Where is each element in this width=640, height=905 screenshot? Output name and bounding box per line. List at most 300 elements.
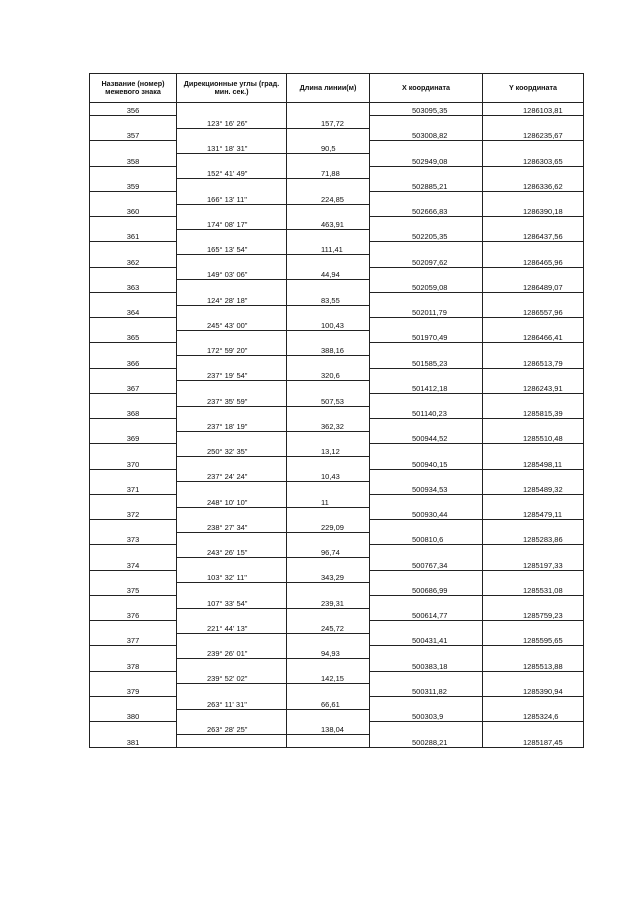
point-name-cell: 357 [90,128,177,141]
empty-cell [90,646,177,659]
empty-cell [177,507,287,520]
direction-angle-cell: 263° 28' 25" [177,722,287,735]
x-coordinate-cell: 501140,23 [370,406,483,419]
x-coordinate-cell: 500614,77 [370,608,483,621]
y-coordinate-cell: 1285283,86 [483,532,584,545]
point-name-cell: 370 [90,457,177,470]
direction-angle-cell: 174° 08' 17" [177,217,287,230]
direction-angle-cell: 166° 13' 11" [177,191,287,204]
empty-cell [287,633,370,646]
y-coordinate-cell: 1286513,79 [483,356,584,369]
direction-angle-cell: 107° 33' 54" [177,595,287,608]
point-row [90,381,584,394]
point-row [90,128,584,141]
table-header-row [90,74,584,103]
empty-cell [177,633,287,646]
empty-cell [483,318,584,331]
x-coordinate-cell: 501412,18 [370,381,483,394]
point-name-cell: 366 [90,356,177,369]
x-coordinate-cell: 502097,62 [370,255,483,268]
header-direction-angle: Дирекционные углы (град. мин. сек.) [177,74,287,103]
line-length-cell: 157,72 [287,116,370,129]
empty-cell [177,532,287,545]
empty-cell [370,267,483,280]
direction-angle-cell: 237° 35' 59" [177,393,287,406]
segment-row [90,141,584,154]
y-coordinate-cell: 1285513,88 [483,659,584,672]
segment-row [90,469,584,482]
line-length-cell: 66,61 [287,696,370,709]
empty-cell [287,684,370,697]
empty-cell [287,330,370,343]
empty-cell [287,103,370,116]
empty-cell [287,659,370,672]
empty-cell [90,343,177,356]
point-row [90,507,584,520]
point-row [90,583,584,596]
x-coordinate-cell: 500934,53 [370,482,483,495]
empty-cell [483,191,584,204]
point-name-cell: 364 [90,305,177,318]
segment-row [90,217,584,230]
point-name-cell: 373 [90,532,177,545]
empty-cell [287,356,370,369]
empty-cell [370,595,483,608]
direction-angle-cell: 239° 26' 01" [177,646,287,659]
empty-cell [90,671,177,684]
empty-cell [177,179,287,192]
empty-cell [483,419,584,432]
y-coordinate-cell: 1286103,81 [483,103,584,116]
point-name-cell: 376 [90,608,177,621]
empty-cell [483,545,584,558]
empty-cell [90,166,177,179]
empty-cell [90,570,177,583]
table-body [90,103,584,748]
direction-angle-cell: 239° 52' 02" [177,671,287,684]
point-name-cell: 360 [90,204,177,217]
empty-cell [370,545,483,558]
empty-cell [177,482,287,495]
segment-row [90,570,584,583]
y-coordinate-cell: 1286235,67 [483,128,584,141]
direction-angle-cell: 149° 03' 06" [177,267,287,280]
point-row [90,154,584,167]
empty-cell [90,318,177,331]
x-coordinate-cell: 500944,52 [370,431,483,444]
empty-cell [370,141,483,154]
point-name-cell: 380 [90,709,177,722]
y-coordinate-cell: 1285815,39 [483,406,584,419]
segment-row [90,419,584,432]
empty-cell [177,583,287,596]
point-name-cell: 367 [90,381,177,394]
segment-row [90,671,584,684]
empty-cell [483,595,584,608]
empty-cell [483,368,584,381]
point-row [90,457,584,470]
point-row [90,179,584,192]
empty-cell [177,305,287,318]
segment-row [90,343,584,356]
empty-cell [483,646,584,659]
x-coordinate-cell: 502205,35 [370,229,483,242]
empty-cell [483,621,584,634]
empty-cell [370,671,483,684]
y-coordinate-cell: 1285510,48 [483,431,584,444]
line-length-cell: 96,74 [287,545,370,558]
empty-cell [177,103,287,116]
direction-angle-cell: 237° 18' 19" [177,419,287,432]
header-x-coordinate: X координата [370,74,483,103]
empty-cell [177,255,287,268]
empty-cell [90,722,177,735]
y-coordinate-cell: 1285479,11 [483,507,584,520]
empty-cell [287,558,370,571]
direction-angle-cell: 245° 43' 00" [177,318,287,331]
point-row [90,709,584,722]
x-coordinate-cell: 500810,6 [370,532,483,545]
segment-row [90,292,584,305]
line-length-cell: 362,32 [287,419,370,432]
segment-row [90,393,584,406]
point-row [90,431,584,444]
line-length-cell: 239,31 [287,595,370,608]
point-name-cell: 372 [90,507,177,520]
empty-cell [483,292,584,305]
header-y-coordinate: Y координата [483,74,584,103]
point-name-cell: 358 [90,154,177,167]
x-coordinate-cell: 500930,44 [370,507,483,520]
point-row [90,608,584,621]
direction-angle-cell: 237° 24' 24" [177,469,287,482]
empty-cell [90,292,177,305]
empty-cell [483,444,584,457]
line-length-cell: 90,5 [287,141,370,154]
empty-cell [90,696,177,709]
empty-cell [370,494,483,507]
empty-cell [177,356,287,369]
empty-cell [370,696,483,709]
empty-cell [370,166,483,179]
header-line-length: Длина линии(м) [287,74,370,103]
direction-angle-cell: 124° 28' 18" [177,292,287,305]
segment-row [90,494,584,507]
direction-angle-cell: 238° 27' 34" [177,520,287,533]
boundary-points-sheet [89,73,583,748]
empty-cell [483,141,584,154]
y-coordinate-cell: 1285489,32 [483,482,584,495]
empty-cell [370,520,483,533]
line-length-cell: 138,04 [287,722,370,735]
empty-cell [177,280,287,293]
line-length-cell: 229,09 [287,520,370,533]
y-coordinate-cell: 1285595,65 [483,633,584,646]
x-coordinate-cell: 501970,49 [370,330,483,343]
empty-cell [370,191,483,204]
line-length-cell: 343,29 [287,570,370,583]
point-row [90,482,584,495]
empty-cell [177,659,287,672]
empty-cell [483,217,584,230]
point-row [90,305,584,318]
x-coordinate-cell: 502666,83 [370,204,483,217]
empty-cell [90,520,177,533]
point-row [90,684,584,697]
point-name-cell: 381 [90,734,177,747]
x-coordinate-cell: 502011,79 [370,305,483,318]
point-row [90,406,584,419]
segment-row [90,545,584,558]
point-name-cell: 365 [90,330,177,343]
y-coordinate-cell: 1286390,18 [483,204,584,217]
point-name-cell: 356 [90,103,177,116]
empty-cell [287,507,370,520]
empty-cell [483,696,584,709]
segment-row [90,595,584,608]
x-coordinate-cell: 503095,35 [370,103,483,116]
point-row [90,558,584,571]
point-name-cell: 359 [90,179,177,192]
y-coordinate-cell: 1286437,56 [483,229,584,242]
y-coordinate-cell: 1286557,96 [483,305,584,318]
segment-row [90,166,584,179]
point-row [90,532,584,545]
x-coordinate-cell: 500383,18 [370,659,483,672]
empty-cell [287,734,370,747]
point-name-cell: 368 [90,406,177,419]
header-point-name: Название (номер) межевого знака [90,74,177,103]
empty-cell [90,444,177,457]
direction-angle-cell: 172° 59' 20" [177,343,287,356]
point-name-cell: 375 [90,583,177,596]
segment-row [90,267,584,280]
empty-cell [287,154,370,167]
segment-row [90,318,584,331]
empty-cell [370,116,483,129]
y-coordinate-cell: 1285197,33 [483,558,584,571]
empty-cell [90,494,177,507]
line-length-cell: 83,55 [287,292,370,305]
line-length-cell: 245,72 [287,621,370,634]
empty-cell [287,709,370,722]
empty-cell [177,204,287,217]
empty-cell [370,621,483,634]
empty-cell [177,431,287,444]
x-coordinate-cell: 500288,21 [370,734,483,747]
point-name-cell: 379 [90,684,177,697]
segment-row [90,696,584,709]
empty-cell [370,242,483,255]
point-row [90,103,584,116]
empty-cell [287,406,370,419]
line-length-cell: 320,6 [287,368,370,381]
empty-cell [483,494,584,507]
x-coordinate-cell: 501585,23 [370,356,483,369]
line-length-cell: 388,16 [287,343,370,356]
segment-row [90,116,584,129]
empty-cell [287,204,370,217]
direction-angle-cell: 248° 10' 10" [177,494,287,507]
empty-cell [287,381,370,394]
x-coordinate-cell: 500767,34 [370,558,483,571]
point-row [90,734,584,747]
point-row [90,356,584,369]
empty-cell [370,646,483,659]
segment-row [90,444,584,457]
empty-cell [177,608,287,621]
empty-cell [370,318,483,331]
empty-cell [287,128,370,141]
line-length-cell: 111,41 [287,242,370,255]
empty-cell [483,393,584,406]
point-name-cell: 363 [90,280,177,293]
point-row [90,204,584,217]
empty-cell [90,242,177,255]
empty-cell [287,280,370,293]
y-coordinate-cell: 1286336,62 [483,179,584,192]
empty-cell [287,255,370,268]
segment-row [90,520,584,533]
empty-cell [370,217,483,230]
line-length-cell: 224,85 [287,191,370,204]
empty-cell [483,267,584,280]
empty-cell [370,292,483,305]
empty-cell [287,179,370,192]
direction-angle-cell: 237° 19' 54" [177,368,287,381]
empty-cell [370,570,483,583]
x-coordinate-cell: 502949,08 [370,154,483,167]
y-coordinate-cell: 1285390,94 [483,684,584,697]
empty-cell [483,343,584,356]
empty-cell [90,267,177,280]
empty-cell [287,431,370,444]
line-length-cell: 13,12 [287,444,370,457]
point-name-cell: 374 [90,558,177,571]
y-coordinate-cell: 1285187,45 [483,734,584,747]
segment-row [90,646,584,659]
x-coordinate-cell: 503008,82 [370,128,483,141]
line-length-cell: 71,88 [287,166,370,179]
direction-angle-cell: 131° 18' 31" [177,141,287,154]
direction-angle-cell: 103° 32' 11" [177,570,287,583]
direction-angle-cell: 221° 44' 13" [177,621,287,634]
x-coordinate-cell: 500431,41 [370,633,483,646]
empty-cell [177,709,287,722]
point-name-cell: 371 [90,482,177,495]
line-length-cell: 44,94 [287,267,370,280]
empty-cell [90,419,177,432]
empty-cell [90,621,177,634]
empty-cell [177,381,287,394]
x-coordinate-cell: 502885,21 [370,179,483,192]
x-coordinate-cell: 502059,08 [370,280,483,293]
line-length-cell: 463,91 [287,217,370,230]
empty-cell [177,457,287,470]
point-name-cell: 377 [90,633,177,646]
y-coordinate-cell: 1286489,07 [483,280,584,293]
x-coordinate-cell: 500686,99 [370,583,483,596]
empty-cell [90,368,177,381]
y-coordinate-cell: 1286303,65 [483,154,584,167]
empty-cell [483,166,584,179]
x-coordinate-cell: 500311,82 [370,684,483,697]
point-name-cell: 362 [90,255,177,268]
empty-cell [287,457,370,470]
empty-cell [177,406,287,419]
empty-cell [370,444,483,457]
coordinates-table [89,73,584,748]
empty-cell [90,116,177,129]
empty-cell [287,583,370,596]
point-name-cell: 378 [90,659,177,672]
direction-angle-cell: 263° 11' 31" [177,696,287,709]
empty-cell [177,684,287,697]
empty-cell [90,469,177,482]
y-coordinate-cell: 1285759,23 [483,608,584,621]
empty-cell [177,330,287,343]
empty-cell [90,217,177,230]
empty-cell [177,128,287,141]
empty-cell [90,545,177,558]
segment-row [90,368,584,381]
y-coordinate-cell: 1285324,6 [483,709,584,722]
empty-cell [287,305,370,318]
y-coordinate-cell: 1286243,91 [483,381,584,394]
empty-cell [370,722,483,735]
y-coordinate-cell: 1286465,96 [483,255,584,268]
x-coordinate-cell: 500303,9 [370,709,483,722]
empty-cell [483,116,584,129]
line-length-cell: 10,43 [287,469,370,482]
empty-cell [287,532,370,545]
empty-cell [483,722,584,735]
empty-cell [90,595,177,608]
point-row [90,280,584,293]
empty-cell [177,734,287,747]
empty-cell [483,570,584,583]
point-row [90,229,584,242]
line-length-cell: 11 [287,494,370,507]
empty-cell [370,343,483,356]
y-coordinate-cell: 1285531,08 [483,583,584,596]
empty-cell [483,242,584,255]
empty-cell [177,229,287,242]
line-length-cell: 507,53 [287,393,370,406]
segment-row [90,621,584,634]
empty-cell [90,393,177,406]
point-row [90,659,584,672]
direction-angle-cell: 250° 32' 35" [177,444,287,457]
empty-cell [483,520,584,533]
line-length-cell: 142,15 [287,671,370,684]
point-row [90,633,584,646]
empty-cell [483,469,584,482]
empty-cell [370,368,483,381]
empty-cell [287,608,370,621]
y-coordinate-cell: 1286466,41 [483,330,584,343]
empty-cell [90,191,177,204]
empty-cell [287,482,370,495]
empty-cell [370,469,483,482]
direction-angle-cell: 152° 41' 49" [177,166,287,179]
empty-cell [287,229,370,242]
point-name-cell: 369 [90,431,177,444]
empty-cell [177,154,287,167]
point-name-cell: 361 [90,229,177,242]
direction-angle-cell: 165° 13' 54" [177,242,287,255]
empty-cell [370,419,483,432]
